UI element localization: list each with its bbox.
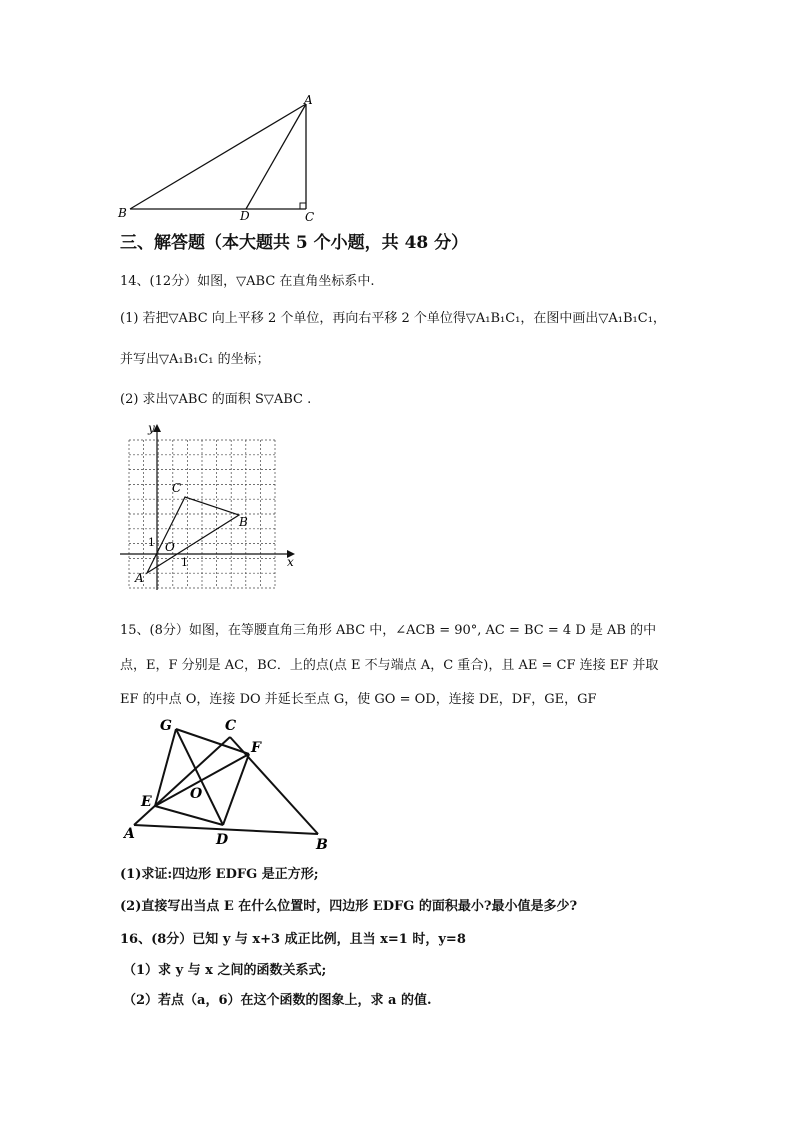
segment-ge: [155, 729, 176, 806]
q14-coordinate-grid: [115, 420, 300, 595]
tick-label-x: 1: [181, 556, 188, 569]
label-b: B: [118, 206, 127, 220]
figure-triangle-abc: [110, 92, 330, 227]
label-o: O: [190, 786, 203, 802]
label-c: C: [225, 718, 237, 734]
q16-part1: （1）求 y 与 x 之间的函数关系式;: [123, 963, 327, 978]
tick-label-y: 1: [148, 536, 155, 549]
q16-header: 16、(8分）已知 y 与 x+3 成正比例，且当 x=1 时，y=8: [120, 932, 466, 947]
label-e: E: [141, 794, 152, 810]
triangle-abc: [147, 497, 239, 573]
origin-label: O: [165, 540, 175, 554]
label-a: A: [124, 826, 135, 842]
segment-ed: [155, 806, 223, 825]
segment-fd: [223, 754, 249, 825]
q15-part2: (2)直接写出当点 E 在什么位置时，四边形 EDFG 的面积最小?最小值是多少?: [120, 899, 578, 914]
label-a: A: [304, 93, 313, 107]
q14-part1-line1: (1) 若把▽ABC 向上平移 2 个单位，再向右平移 2 个单位得▽A₁B₁C₁，在图中画出▽A₁B₁C₁，: [120, 311, 666, 326]
label-b: B: [316, 837, 328, 852]
label-g: G: [160, 718, 172, 734]
axis-label-y: y: [148, 421, 155, 435]
label-c: C: [305, 210, 315, 224]
q14-part1-line2: 并写出▽A₁B₁C₁ 的坐标；: [120, 352, 270, 367]
segment-ad: [246, 104, 306, 209]
q15-line2: 点，E，F 分别是 AC，BC．上的点(点 E 不与端点 A，C 重合)，且 AE = CF 连接 EF 并取: [120, 658, 659, 673]
q15-line1: 15、(8分）如图，在等腰直角三角形 ABC 中，∠ACB = 90°, AC = BC = 4 D 是 AB 的中: [120, 623, 657, 638]
q14-header: 14、(12分）如图，▽ABC 在直角坐标系中.: [120, 274, 375, 289]
q16-part2: （2）若点（a，6）在这个函数的图象上，求 a 的值.: [123, 993, 432, 1008]
q15-part1: (1)求证:四边形 EDFG 是正方形;: [120, 867, 319, 882]
label-d: D: [216, 832, 229, 848]
axis-label-x: x: [287, 555, 294, 569]
q14-part2: (2) 求出▽ABC 的面积 S▽ABC .: [120, 392, 312, 407]
right-angle-mark: [300, 203, 306, 209]
label-d: D: [240, 209, 250, 223]
vertex-label-a: A: [135, 571, 144, 585]
q15-figure: [118, 712, 343, 852]
segment-ab: [130, 104, 306, 209]
vertex-label-b: B: [239, 515, 248, 529]
label-f: F: [251, 740, 261, 756]
vertex-label-c: C: [172, 481, 182, 495]
section-title: 三、解答题（本大题共 5 个小题，共 48 分）: [120, 233, 469, 253]
q15-line3: EF 的中点 O，连接 DO 并延长至点 G，使 GO = OD，连接 DE，DF，GE，GF: [120, 692, 597, 707]
